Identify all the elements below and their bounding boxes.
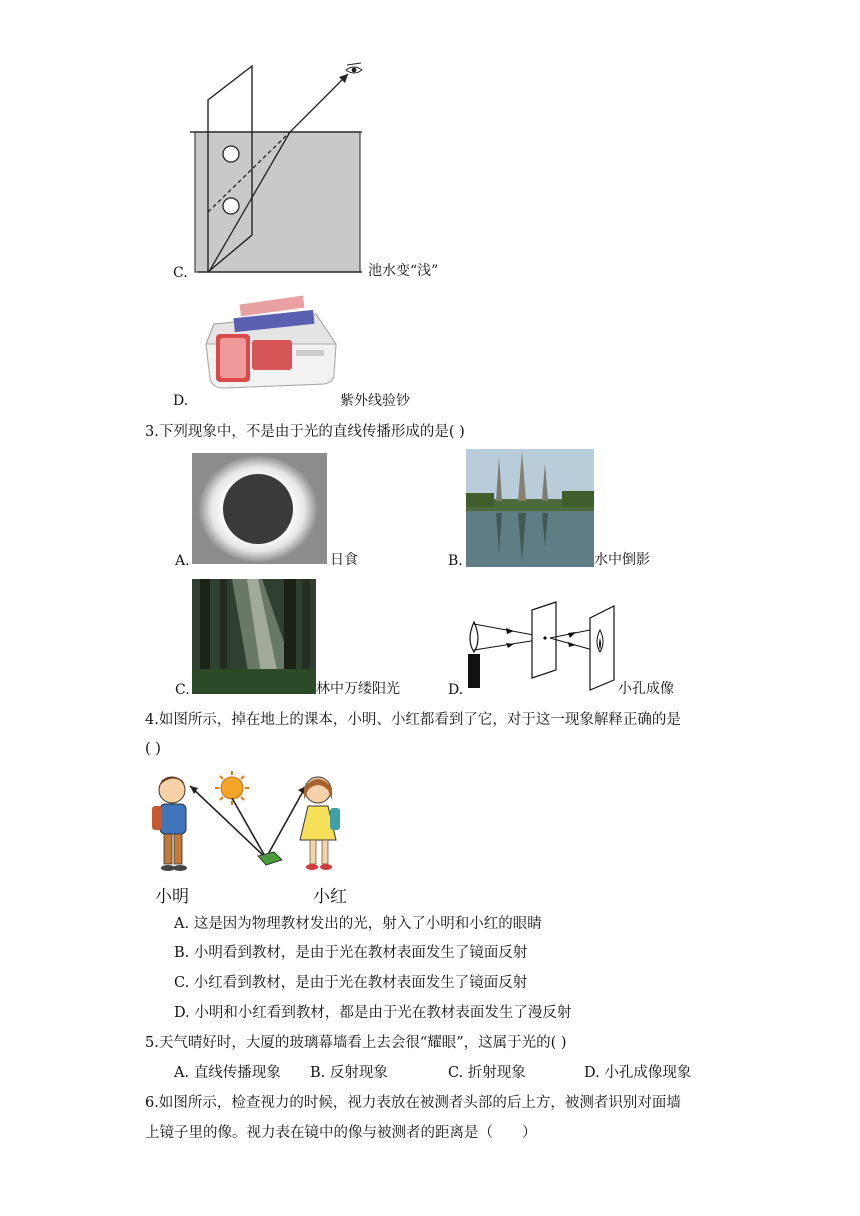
- pool-shallow-figure: [190, 60, 370, 275]
- q3-option-d-caption: 小孔成像: [618, 681, 674, 697]
- q3-option-a-letter: A.: [175, 553, 190, 569]
- q3-option-b-letter: B.: [448, 553, 463, 569]
- q4-option-d: D. 小明和小红看到教材，都是由于光在教材表面发生了漫反射: [174, 1005, 572, 1021]
- q2-option-c-caption: 池水变“浅”: [368, 263, 439, 279]
- q5-option-b: B. 反射现象: [310, 1065, 388, 1081]
- q4-stem-line2: ( ): [145, 741, 161, 757]
- uv-money-checker-figure: [196, 294, 340, 390]
- textbook-reflection-icon: [146, 770, 356, 880]
- q3-option-b-caption: 水中倒影: [594, 552, 650, 568]
- money-checker-icon: [196, 294, 340, 390]
- q2-option-d-letter: D.: [173, 393, 189, 409]
- refraction-diagram-icon: [190, 60, 370, 275]
- pagoda-reflection-photo: [466, 449, 594, 567]
- q6-stem-line1: 6.如图所示，检查视力的时候，视力表放在被测者头部的后上方，被测者识别对面墙: [145, 1095, 681, 1111]
- q4-figure-label-xiaoming: 小明: [155, 887, 189, 907]
- q4-stem-line1: 4.如图所示，掉在地上的课本，小明、小红都看到了它，对于这一现象解释正确的是: [145, 712, 681, 728]
- q4-figure-label-xiaohong: 小红: [313, 887, 347, 907]
- q4-option-a: A. 这是因为物理教材发出的光，射入了小明和小红的眼睛: [174, 916, 542, 932]
- solar-eclipse-photo: [192, 453, 327, 564]
- q4-option-c: C. 小红看到教材，是由于光在教材表面发生了镜面反射: [174, 975, 528, 991]
- q3-option-c-letter: C.: [175, 682, 190, 698]
- q3-stem: 3.下列现象中，不是由于光的直线传播形成的是( ): [145, 424, 465, 440]
- q4-option-b: B. 小明看到教材，是由于光在教材表面发生了镜面反射: [174, 945, 528, 961]
- q2-option-c-letter: C.: [173, 265, 188, 281]
- q4-figure: [146, 770, 356, 880]
- forest-sunbeams-photo: [192, 579, 316, 694]
- q5-stem: 5.天气晴好时，大厦的玻璃幕墙看上去会很“耀眼”，这属于光的( ): [145, 1035, 567, 1051]
- q2-option-d-caption: 紫外线验钞: [340, 393, 410, 409]
- q3-option-c-caption: 林中万缕阳光: [316, 681, 400, 697]
- pinhole-camera-icon: [462, 600, 618, 692]
- q3-option-d-letter: D.: [448, 682, 464, 698]
- forest-sunbeams-icon: [192, 579, 316, 694]
- q5-option-c: C. 折射现象: [448, 1065, 526, 1081]
- q6-stem-line2: 上镜子里的像。视力表在镜中的像与被测者的距离是（ ）: [145, 1125, 537, 1141]
- q5-option-d: D. 小孔成像现象: [584, 1065, 692, 1081]
- solar-eclipse-icon: [192, 453, 327, 564]
- q5-option-a: A. 直线传播现象: [174, 1065, 281, 1081]
- pinhole-camera-diagram: [462, 600, 618, 692]
- q3-option-a-caption: 日食: [330, 552, 358, 568]
- pagoda-reflection-icon: [466, 449, 594, 567]
